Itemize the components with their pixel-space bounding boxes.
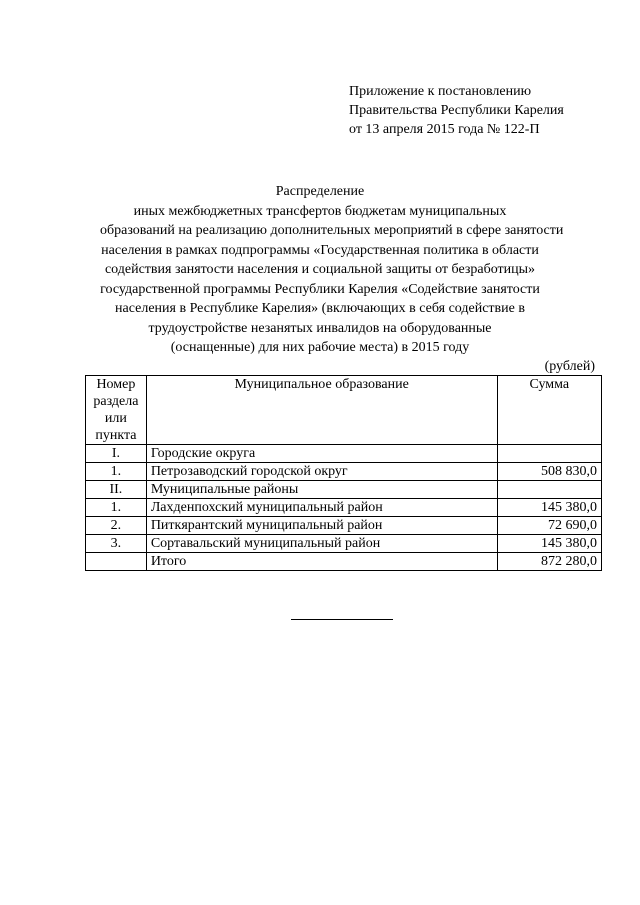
title-line: государственной программы Республики Карелия «Содействие занятости	[100, 281, 540, 297]
title-line: трудоустройстве незанятых инвалидов на оборудованные	[148, 320, 492, 336]
row-number	[86, 553, 147, 571]
appendix-block	[349, 82, 564, 139]
row-sum: 508 830,0	[497, 463, 601, 481]
table-row-total	[86, 553, 602, 571]
row-number: 3.	[86, 535, 147, 553]
row-municipality: Сортавальский муниципальный район	[146, 535, 497, 553]
row-municipality: Городские округа	[146, 445, 497, 463]
distribution-table	[85, 375, 602, 571]
header-number-line: Номер	[96, 377, 136, 392]
row-municipality: Муниципальные районы	[146, 481, 497, 499]
appendix-line: от 13 апреля 2015 года № 122-П	[349, 122, 540, 137]
row-municipality: Питкярантский муниципальный район	[146, 517, 497, 535]
header-number-line: или	[104, 411, 127, 426]
row-number: I.	[86, 445, 147, 463]
table-row	[86, 463, 602, 481]
row-sum: 72 690,0	[497, 517, 601, 535]
row-municipality: Итого	[146, 553, 497, 571]
header-number	[86, 376, 147, 445]
appendix-line: Правительства Республики Карелия	[349, 103, 564, 118]
table-header-row	[86, 376, 602, 445]
row-sum: 145 380,0	[497, 499, 601, 517]
title-line: Распределение	[275, 184, 365, 199]
row-sum	[497, 481, 601, 499]
header-municipality: Муниципальное образование	[146, 376, 497, 445]
document-title	[100, 182, 564, 358]
row-number: 1.	[86, 499, 147, 517]
header-number-line: пункта	[95, 428, 137, 443]
row-number: II.	[86, 481, 147, 499]
row-municipality: Петрозаводский городской округ	[146, 463, 497, 481]
header-sum: Сумма	[497, 376, 601, 445]
row-sum: 872 280,0	[497, 553, 601, 571]
title-line: (оснащенные) для них рабочие места) в 2015 году	[170, 340, 470, 355]
header-number-line: раздела	[93, 394, 139, 409]
appendix-line: Приложение к постановлению	[349, 84, 532, 99]
title-line: населения в рамках подпрограммы «Государственная политика в области	[101, 242, 539, 258]
row-municipality: Лахденпохский муниципальный район	[146, 499, 497, 517]
title-line: населения в Республике Карелия» (включающих в себя содействие в	[115, 301, 525, 316]
title-line: образований на реализацию дополнительных мероприятий в сфере занятости	[100, 223, 564, 238]
table-row	[86, 535, 602, 553]
row-sum: 145 380,0	[497, 535, 601, 553]
separator-line	[291, 619, 393, 620]
title-line: содействия занятости населения и социальной защиты от безработицы»	[104, 262, 536, 277]
row-sum	[497, 445, 601, 463]
units-label: (рублей)	[544, 359, 595, 374]
table-row	[86, 499, 602, 517]
title-line: иных межбюджетных трансфертов бюджетам муниципальных	[133, 203, 507, 219]
row-number: 1.	[86, 463, 147, 481]
table-row	[86, 481, 602, 499]
table-row	[86, 445, 602, 463]
row-number: 2.	[86, 517, 147, 535]
table-row	[86, 517, 602, 535]
